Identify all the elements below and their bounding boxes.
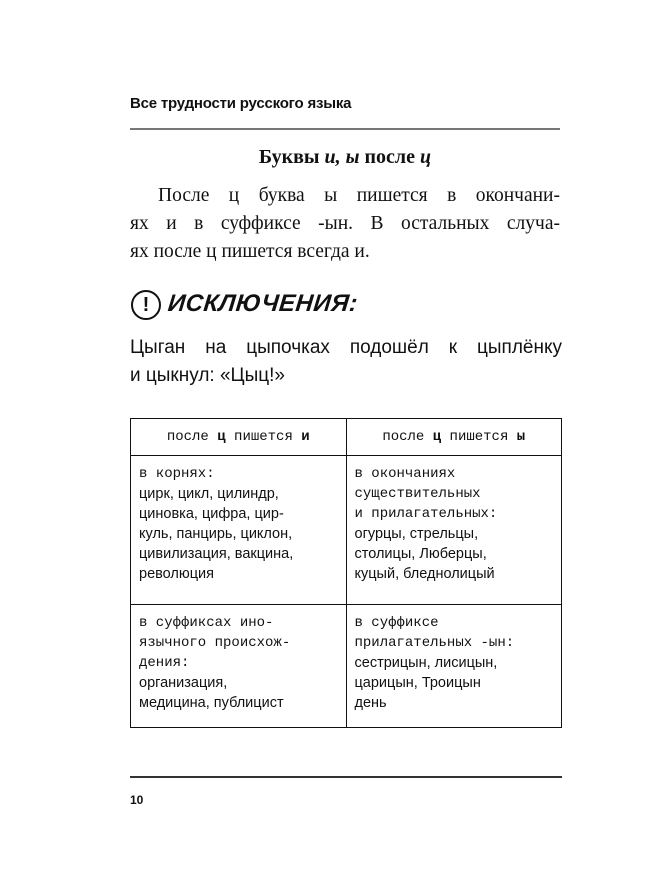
rule-title-prefix: Буквы	[258, 146, 325, 168]
page-number: 10	[130, 793, 144, 807]
exclamation-circle-icon: !	[131, 290, 161, 320]
cell-category: в окончаниях	[354, 466, 456, 482]
cell-category: прилагательных -ын:	[354, 635, 515, 651]
cell-category: существительных	[354, 486, 481, 502]
cell-example: царицын, Троицын	[354, 675, 481, 691]
table-header-i: после ц пишется и	[131, 419, 347, 456]
rule-title-ts: ц	[420, 146, 432, 168]
cell-category: в суффиксах ино-	[139, 615, 274, 631]
cell-category: дения:	[139, 655, 190, 671]
table-cell	[131, 456, 347, 605]
rule-line: После ц буква ы пишется в окончани-	[158, 185, 560, 206]
exceptions-line: и цыкнул: «Цыц!»	[130, 365, 285, 386]
cell-example: куцый, бледнолицый	[354, 566, 495, 582]
cell-category: в корнях:	[139, 466, 215, 482]
rule-line: ях после ц пишется всегда и.	[130, 241, 370, 262]
running-header: Все трудности русского языка	[130, 95, 352, 112]
cell-example: огурцы, стрельцы,	[354, 526, 479, 542]
cell-category: в суффиксе	[354, 615, 439, 631]
cell-category: и прилагательных:	[354, 506, 498, 522]
header-divider	[130, 128, 560, 130]
table-header-y: после ц пишется ы	[346, 419, 562, 456]
cell-example: цивилизация, вакцина,	[139, 546, 294, 562]
exceptions-text	[130, 334, 562, 390]
table-cell	[346, 605, 562, 728]
exceptions-heading: ИСКЛЮЧЕНИЯ:	[166, 290, 360, 317]
cell-example: куль, панцирь, циклон,	[139, 526, 293, 542]
spelling-table	[130, 418, 562, 728]
rule-line: ях и в суффиксе -ын. В остальных случа-	[130, 213, 560, 234]
table-cell	[131, 605, 347, 728]
cell-example: циновка, цифра, цир-	[139, 506, 284, 522]
footer-divider	[130, 776, 562, 778]
cell-example: медицина, публицист	[139, 695, 284, 711]
rule-title-letters: и, ы	[324, 146, 360, 168]
rule-text	[130, 182, 560, 266]
cell-example: революция	[139, 566, 215, 582]
cell-example: организация,	[139, 675, 228, 691]
rule-title-mid: после	[359, 146, 421, 168]
table-cell	[346, 456, 562, 605]
rule-title	[130, 146, 560, 169]
cell-example: сестрицын, лисицын,	[354, 655, 498, 671]
cell-example: столицы, Люберцы,	[354, 546, 487, 562]
cell-example: день	[354, 695, 387, 711]
cell-category: язычного происхож-	[139, 635, 291, 651]
exceptions-line: Цыган на цыпочках подошёл к цыплёнку	[130, 337, 562, 358]
cell-example: цирк, цикл, цилиндр,	[139, 486, 279, 502]
